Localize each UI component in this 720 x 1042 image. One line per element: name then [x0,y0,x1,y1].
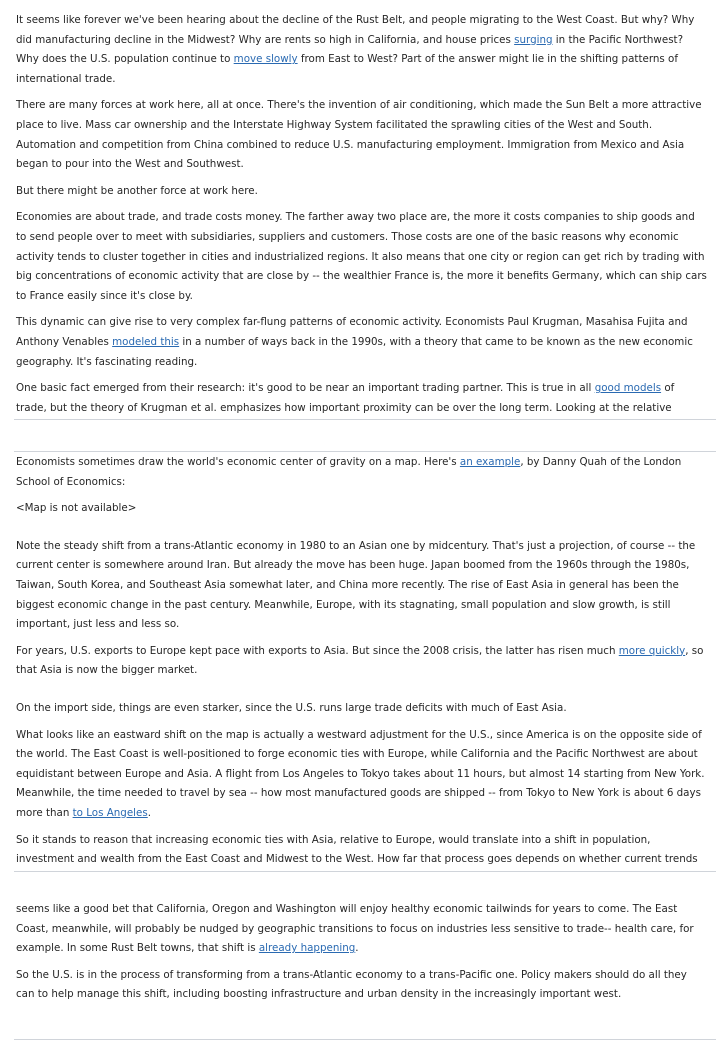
paragraph-exports: For years, U.S. exports to Europe kept pace with exports to Asia. But since the 2008 crisis, the latter has risen much more quickly, so that Asia is now the bigger market. [16,644,704,677]
link-modeled-this[interactable]: modeled this [112,335,180,348]
paragraph-many-forces: There are many forces at work here, all at once. There's the invention of air conditioning, which made the Sun Belt a more attractive place to live. Mass car ownership and the Interstate Highway System facilitated the sprawling cities of the West and South. Automation and competition from China combined to reduce U.S. manufacturing employment. Immigration from Mexico and Asia began to pour into the West and Southwest. [16,99,702,171]
map-unavailable-note: <Map is not available> [16,502,137,515]
divider [14,1039,716,1040]
link-surging[interactable]: surging [514,33,553,46]
paragraph-steady-shift: Note the steady shift from a trans-Atlantic economy in 1980 to an Asian one by midcentury. That's just a projection, of course -- the current center is somewhere around Iran. But already the move has been huge. Japan boomed from the 1960s through the 1980s, Taiwan, South Korea, and Southeast Asia somewhat later, and China more recently. The rise of East Asia in general has been the biggest economic change in the past century. Meanwhile, Europe, with its stagnating, small population and slow growth, is still important, just less and less so. [16,539,696,631]
paragraph-center-of-gravity: Economists sometimes draw the world's economic center of gravity on a map. Here's an example, by Danny Quah of the London School of Economics: [16,456,682,488]
paragraph-stands-to-reason: So it stands to reason that increasing economic ties with Asia, relative to Europe, would translate into a shift in population, investment and wealth from the East Coast and Midwest to the West. How far that process goes depends on whether current trends [16,833,698,866]
link-to-los-angeles[interactable]: to Los Angeles [72,806,148,819]
article-segment-3 [0,895,720,1042]
divider [14,871,716,872]
link-an-example[interactable]: an example [459,456,521,468]
paragraph-trading-partner: One basic fact emerged from their research: it's good to be near an important trading partner. This is true in all good models of trade, but the theory of Krugman et al. emphasizes how important proximity can be over the long term. Looking at the relative [16,382,675,414]
link-already-happening[interactable]: already happening [258,942,356,955]
paragraph-another-force: But there might be another force at work here. [16,184,258,197]
article-segment-2 [0,452,720,871]
paragraph-trade-costs: Economies are about trade, and trade costs money. The farther away two place are, the more it costs companies to ship goods and to send people over to meet with subsidiaries, suppliers and customers. Those costs are one of the basic reasons why economic activity tends to cluster together in cities and industrialized regions. It also means that one city or region can get rich by trading with big concentrations of economic activity that are close by -- the wealthier France is, the more it benefits Germany, which can ship cars to France easily since it's close by. [16,211,707,302]
paragraph-trans-pacific: So the U.S. is in the process of transforming from a trans-Atlantic economy to a trans-Pacific one. Policy makers should do all they can to help manage this shift, including boosting infrastructure and urban density in the increasingly important west. [16,968,687,1001]
paragraph-economic-geography: This dynamic can give rise to very complex far-flung patterns of economic activity. Economists Paul Krugman, Masahisa Fujita and Anthony Venables modeled this in a number of ways back in the 1990s, with a theory that came to be known as the new economic geography. It's fascinating reading. [16,316,693,368]
article-segment-1 [0,0,720,421]
paragraph-westward-adjustment: What looks like an eastward shift on the map is actually a westward adjustment for the U.S., since America is on the opposite side of the world. The East Coast is well-positioned to forge economic ties with Europe, while California and the Pacific Northwest are about equidistant between Europe and Asia. A flight from Los Angeles to Tokyo takes about 11 hours, but almost 14 starting from New York. Meanwhile, the time needed to travel by sea -- how most manufactured goods are shipped -- from Tokyo to New York is about 6 days more than to Los Angeles. [16,728,705,819]
divider [14,419,716,420]
link-move-slowly[interactable]: move slowly [233,53,298,66]
link-more-quickly[interactable]: more quickly [618,644,686,657]
paragraph-import-side: On the import side, things are even starker, since the U.S. runs large trade deficits with much of East Asia. [16,701,567,714]
paragraph-east-coast: seems like a good bet that California, Oregon and Washington will enjoy healthy economic tailwinds for years to come. The East Coast, meanwhile, will probably be nudged by geographic transitions to focus on industries less sensitive to trade-- health care, for example. In some Rust Belt towns, that shift is already happening. [16,903,694,955]
link-good-models[interactable]: good models [594,382,662,395]
paragraph-rust-belt-intro: It seems like forever we've been hearing about the decline of the Rust Belt, and people migrating to the West Coast. But why? Why did manufacturing decline in the Midwest? Why are rents so high in California, and house prices surging in the Pacific Northwest? Why does the U.S. population continue to move slowly from East to West? Part of the answer might lie in the shifting patterns of international trade. [16,14,695,85]
